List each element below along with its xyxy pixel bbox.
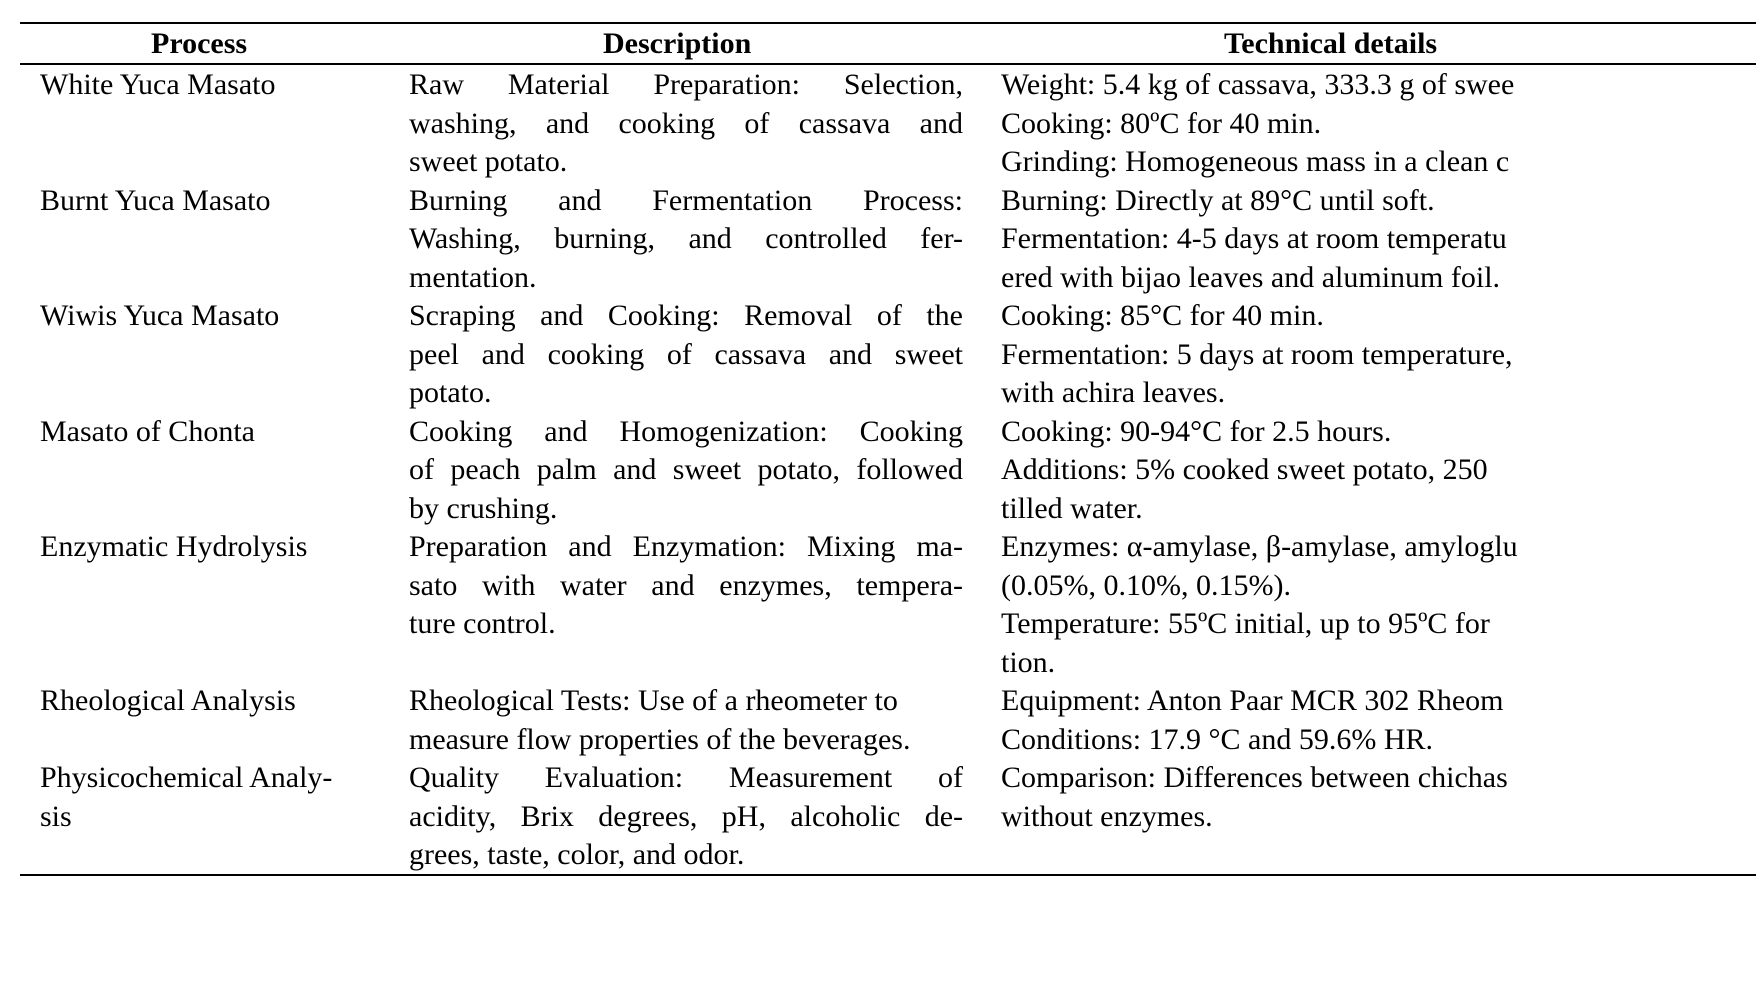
table-row-process (40, 528, 307, 567)
header-technical-details: Technical details (1224, 27, 1438, 60)
description-text: sato with water and enzymes, tempera- (409, 568, 963, 602)
process-text: Enzymatic Hydrolysis (40, 530, 308, 563)
table-row-technical (1001, 759, 1508, 836)
technical-text: Burning: Directly at 89°C until soft. (1001, 183, 1435, 217)
table-row-description (409, 413, 963, 529)
technical-text: Grinding: Homogeneous mass in a clean c (1001, 145, 1510, 178)
technical-text: ered with bijao leaves and aluminum foil. (1001, 260, 1501, 294)
technical-text: Fermentation: 4-5 days at room temperatu (1001, 222, 1507, 255)
technical-text: Enzymes: α-amylase, β-amylase, amyloglu (1001, 530, 1518, 563)
description-text: washing, and cooking of cassava and (409, 106, 963, 140)
table-row-process (40, 182, 271, 221)
table-row-technical (1001, 528, 1518, 682)
technical-text: Equipment: Anton Paar MCR 302 Rheom (1001, 684, 1504, 717)
description-text: sweet potato. (409, 145, 568, 178)
description-text: Preparation and Enzymation: Mixing ma- (409, 530, 963, 563)
table-row-description (409, 297, 963, 413)
technical-text: Additions: 5% cooked sweet potato, 250 (1001, 453, 1488, 486)
process-text: Masato of Chonta (40, 414, 255, 448)
table-row-process (40, 759, 332, 836)
description-text: potato. (409, 376, 492, 409)
table-row-technical (1001, 66, 1514, 182)
description-text: Scraping and Cooking: Removal of the (409, 299, 963, 332)
table-row-process (40, 682, 296, 721)
technical-text: Cooking: 90-94°C for 2.5 hours. (1001, 414, 1392, 448)
description-text: Burning and Fermentation Process: (409, 183, 963, 217)
technical-text: Comparison: Differences between chichas (1001, 761, 1508, 794)
table-row-description (409, 182, 963, 298)
table-row-description (409, 759, 963, 875)
description-text: peel and cooking of cassava and sweet (409, 337, 963, 371)
description-text: measure flow properties of the beverages. (409, 722, 911, 756)
table-row-description (409, 528, 963, 644)
description-text: grees, taste, color, and odor. (409, 838, 745, 871)
description-text: Raw Material Preparation: Selection, (409, 68, 963, 101)
process-text: White Yuca Masato (40, 68, 276, 101)
technical-text: Weight: 5.4 kg of cassava, 333.3 g of swee (1001, 68, 1515, 101)
process-text: Rheological Analysis (40, 684, 296, 717)
header-process: Process (151, 27, 248, 60)
description-text: by crushing. (409, 491, 558, 525)
header-description: Description (603, 27, 752, 60)
process-text: Burnt Yuca Masato (40, 183, 271, 217)
description-text: Quality Evaluation: Measurement of (409, 761, 963, 794)
process-text: Physicochemical Analy- (40, 761, 333, 794)
technical-text: (0.05%, 0.10%, 0.15%). (1001, 568, 1291, 602)
table-row-description (409, 66, 963, 182)
table-row-technical (1001, 413, 1488, 529)
table-row-technical (1001, 297, 1513, 413)
table-row-process (40, 413, 255, 452)
description-text: Cooking and Homogenization: Cooking (409, 414, 963, 448)
technical-text: with achira leaves. (1001, 376, 1226, 409)
table-row-process (40, 297, 279, 336)
technical-text: tilled water. (1001, 491, 1143, 525)
process-text: sis (40, 799, 72, 833)
description-text: Rheological Tests: Use of a rheometer to (409, 684, 898, 717)
table-row-process (40, 66, 275, 105)
table-row-description (409, 682, 963, 759)
description-text: ture control. (409, 607, 556, 640)
table-header-rule (20, 63, 1756, 65)
process-text: Wiwis Yuca Masato (40, 299, 280, 332)
technical-text: Cooking: 80ºC for 40 min. (1001, 106, 1322, 140)
table-row-technical (1001, 682, 1504, 759)
table-row-technical (1001, 182, 1507, 298)
description-text: mentation. (409, 260, 537, 294)
description-text: Washing, burning, and controlled fer- (409, 222, 963, 255)
technical-text: Cooking: 85°C for 40 min. (1001, 299, 1324, 332)
technical-text: tion. (1001, 645, 1056, 679)
description-text: acidity, Brix degrees, pH, alcoholic de- (409, 799, 963, 833)
technical-text: Conditions: 17.9 °C and 59.6% HR. (1001, 722, 1434, 756)
technical-text: without enzymes. (1001, 799, 1213, 833)
description-text: of peach palm and sweet potato, followed (409, 453, 963, 486)
table-top-rule (20, 22, 1756, 24)
technical-text: Fermentation: 5 days at room temperature, (1001, 337, 1513, 371)
technical-text: Temperature: 55ºC initial, up to 95ºC for (1001, 607, 1490, 640)
